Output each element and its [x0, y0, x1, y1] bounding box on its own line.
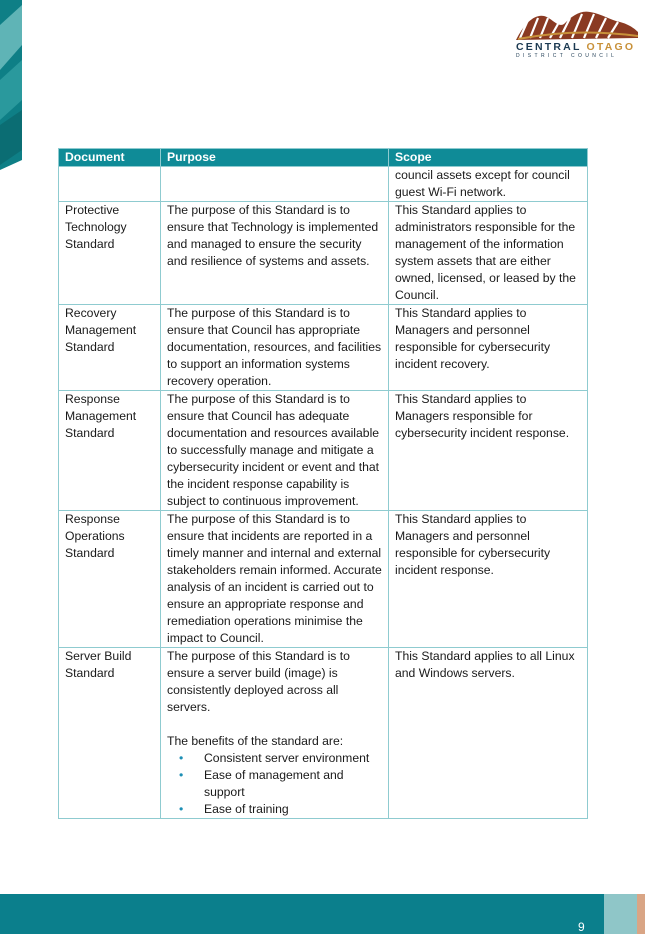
- footer-light-block: [604, 894, 637, 934]
- decorative-side-band: [0, 0, 22, 170]
- council-logo-text: [516, 42, 640, 59]
- header-purpose: Purpose: [161, 149, 389, 167]
- table-row: [59, 511, 588, 648]
- cell-document: [59, 167, 161, 202]
- table-row: [59, 305, 588, 391]
- footer-tan-block: [637, 894, 645, 934]
- header-document: Document: [59, 149, 161, 167]
- cell-scope: This Standard applies to Managers responsible for cybersecurity incident response.: [389, 391, 588, 511]
- cell-purpose: The purpose of this Standard is to ensure that incidents are reported in a timely manner and internal and external stakeholders remain informed. Accurate analysis of an incident is carried out to ensure an appropriate response and remediation operations minimise the impact to Council.: [161, 511, 389, 648]
- cell-document: Recovery Management Standard: [59, 305, 161, 391]
- cell-scope: This Standard applies to all Linux and Windows servers.: [389, 648, 588, 819]
- cell-scope: This Standard applies to administrators responsible for the management of the information system assets that are either owned, licensed, or leased by the Council.: [389, 202, 588, 305]
- page-footer-band: [0, 894, 645, 934]
- cell-purpose: [161, 167, 389, 202]
- cell-scope: council assets except for council guest Wi-Fi network.: [389, 167, 588, 202]
- list-item: • Consistent server environment: [179, 750, 382, 767]
- logo-wordmark: [516, 42, 640, 53]
- cell-scope: This Standard applies to Managers and personnel responsible for cybersecurity incident response.: [389, 511, 588, 648]
- cell-purpose: The purpose of this Standard is to ensure that Technology is implemented and managed to ensure the security and resilience of systems and assets.: [161, 202, 389, 305]
- benefits-intro: The benefits of the standard are:: [167, 734, 344, 748]
- logo-subtitle: DISTRICT COUNCIL: [516, 53, 618, 59]
- cell-document: Response Operations Standard: [59, 511, 161, 648]
- cell-scope: This Standard applies to Managers and personnel responsible for cybersecurity incident recovery.: [389, 305, 588, 391]
- list-item: • Ease of management and support: [179, 767, 382, 801]
- table-row: [59, 202, 588, 305]
- standards-table: [58, 148, 588, 819]
- page-number: 9: [578, 920, 585, 934]
- cell-document: Response Management Standard: [59, 391, 161, 511]
- table-row: [59, 391, 588, 511]
- table-header-row: [59, 149, 588, 167]
- footer-teal-block: [0, 894, 604, 934]
- cell-document: Server Build Standard: [59, 648, 161, 819]
- list-item: • Ease of training: [179, 801, 382, 818]
- cell-purpose: The purpose of this Standard is to ensure that Council has adequate documentation and resources available to successfully manage and mitigate a cybersecurity incident or event and that the incident response capability is subject to continuous improvement.: [161, 391, 389, 511]
- cell-document: Protective Technology Standard: [59, 202, 161, 305]
- logo-word-otago: OTAGO: [586, 41, 636, 53]
- cell-purpose: The purpose of this Standard is to ensure that Council has appropriate documentation, resources, and facilities to support an information systems recovery operation.: [161, 305, 389, 391]
- logo-word-central: CENTRAL: [516, 41, 582, 53]
- benefits-list: [167, 750, 382, 818]
- cell-purpose-rich: [161, 648, 389, 819]
- table-row: [59, 648, 588, 819]
- purpose-text: The purpose of this Standard is to ensure a server build (image) is consistently deployed across all servers.: [167, 649, 350, 714]
- paragraph-gap: [167, 716, 382, 733]
- table-row-continuation: [59, 167, 588, 202]
- header-scope: Scope: [389, 149, 588, 167]
